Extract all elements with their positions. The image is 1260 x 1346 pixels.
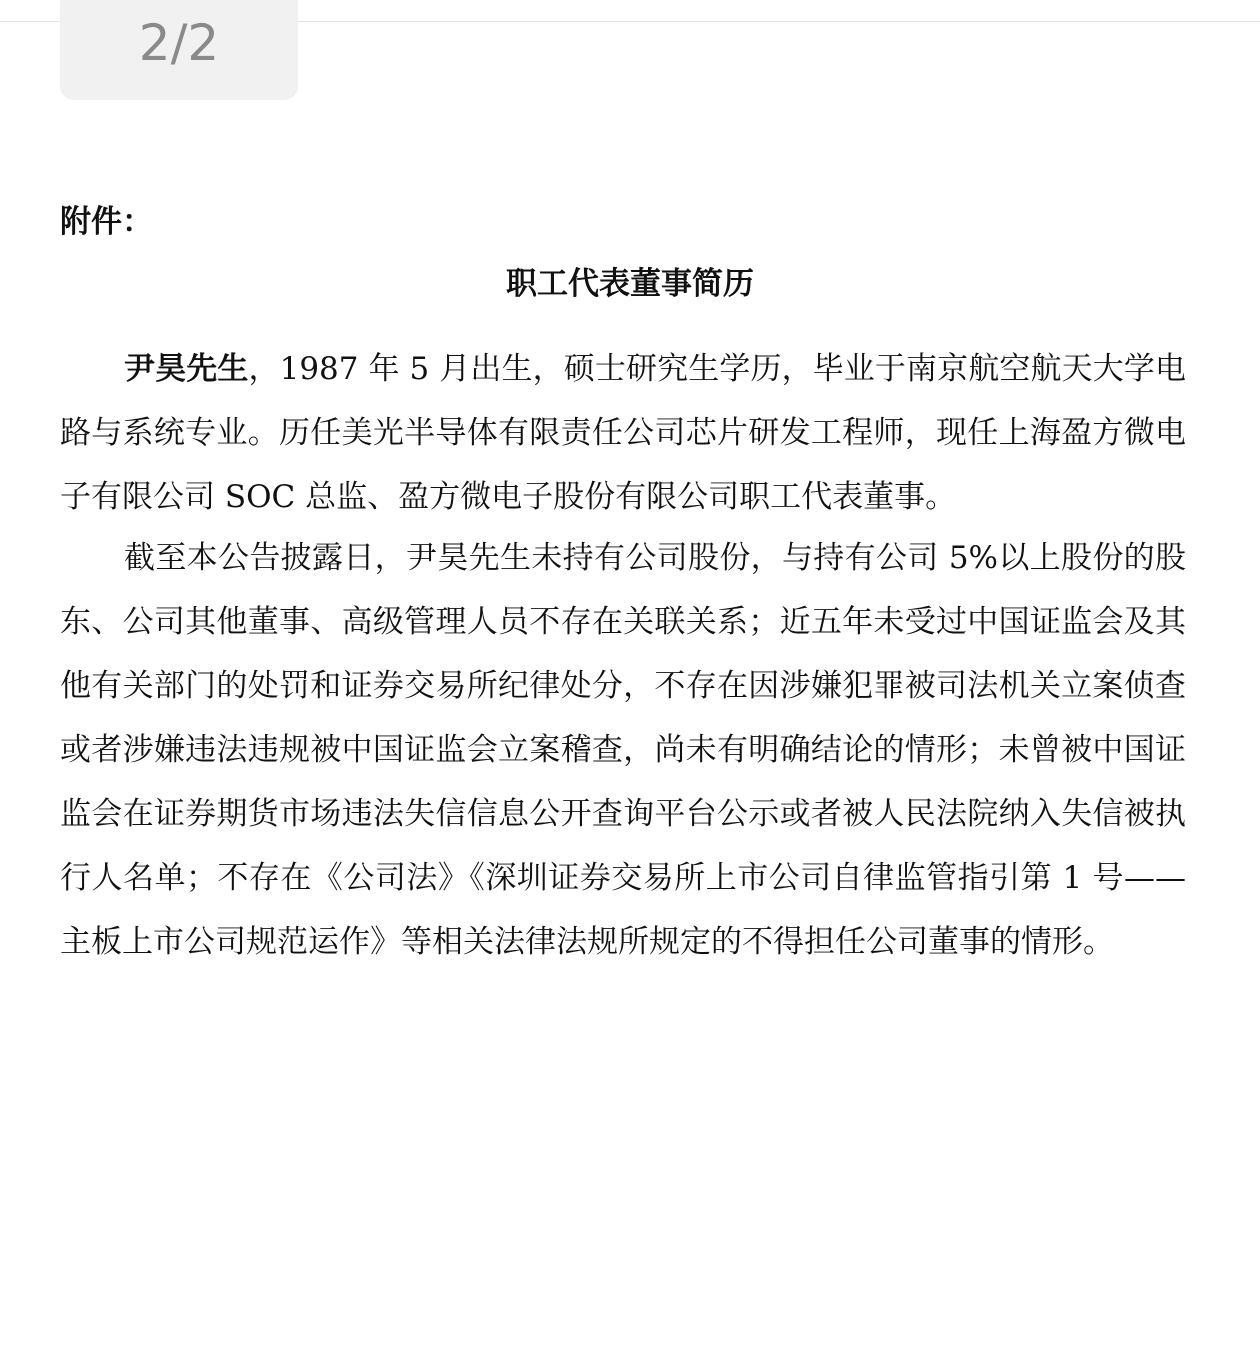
resume-text: ，1987 年 5 月出生，硕士研究生学历，毕业于南京航空航天大学电路与系统专业。历任美光半导体有限责任公司芯片研发工程师，现任上海盈方微电子有限公司 SOC 总监、盈方微电子股份有限公司职工代表董事。 <box>60 351 1186 515</box>
page-indicator: 2/2 <box>138 14 220 72</box>
document-title: 职工代表董事简历 <box>506 266 754 302</box>
attachment-label: 附件： <box>60 204 153 240</box>
disclosure-paragraph: 截至本公告披露日，尹昊先生未持有公司股份，与持有公司 5%以上股份的股东、公司其他董事、高级管理人员不存在关联关系；近五年未受过中国证监会及其他有关部门的处罚和证券交易所纪律处分，不存在因涉嫌犯罪被司法机关立案侦查或者涉嫌违法违规被中国证监会立案稽查，尚未有明确结论的情形；未曾被中国证监会在证券期货市场违法失信信息公开查询平台公示或者被人民法院纳入失信被执行人名单；不存在《公司法》《深圳证券交易所上市公司自律监管指引第 1 号——主板上市公司规范运作》等相关法律法规所规定的不得担任公司董事的情形。 <box>60 540 1186 960</box>
resume-paragraph <box>60 337 1186 529</box>
page-indicator-badge <box>60 0 298 100</box>
director-name: 尹昊先生 <box>124 351 249 387</box>
